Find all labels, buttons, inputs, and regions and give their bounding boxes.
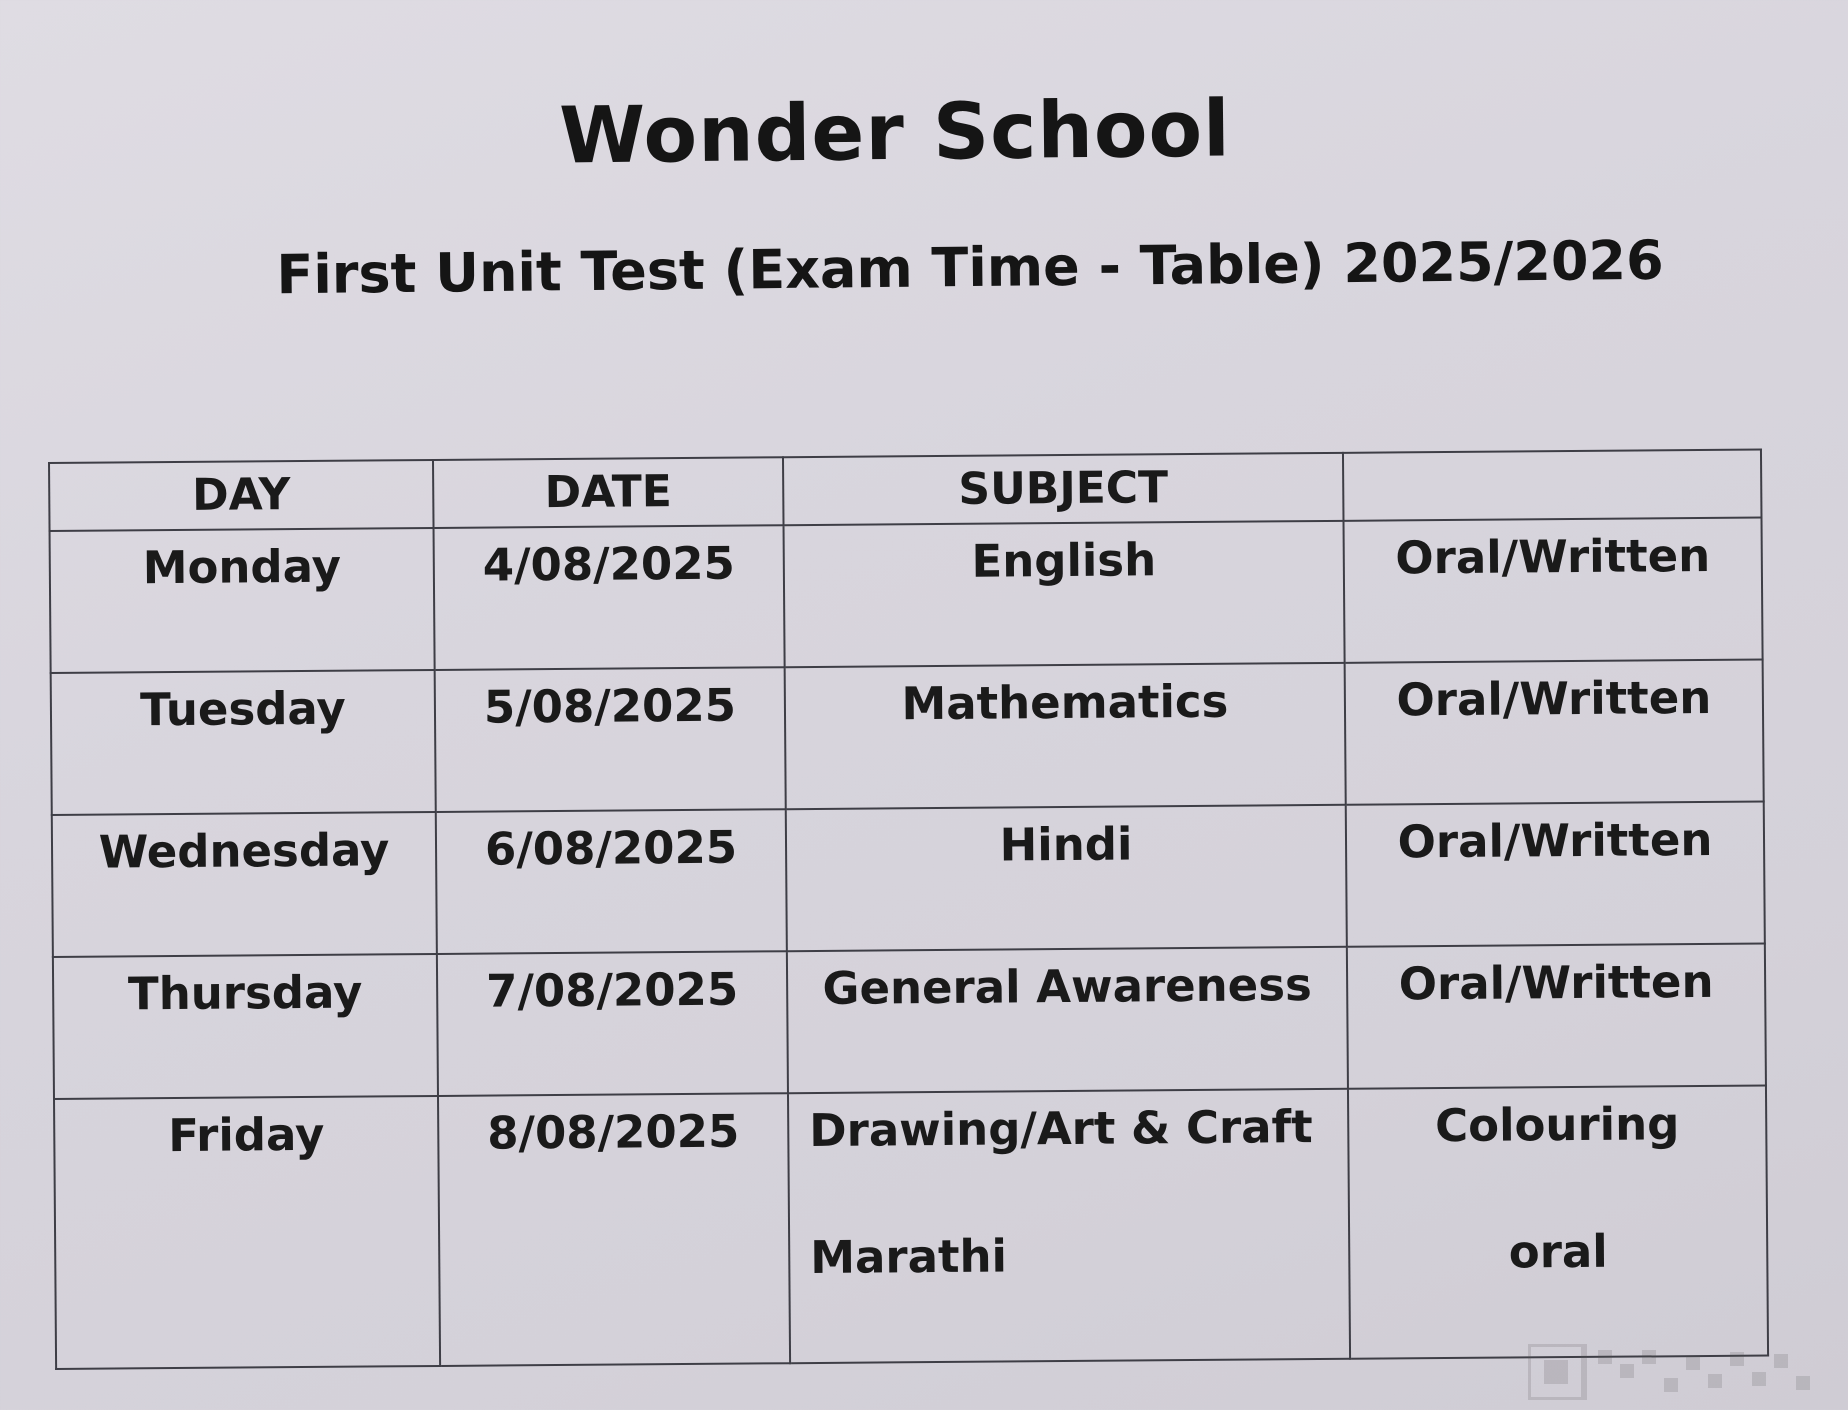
subject-cell: English: [784, 521, 1345, 667]
date-cell: 7/08/2025: [437, 951, 788, 1096]
header-date: DATE: [433, 457, 784, 528]
mode-cell: Oral/Written: [1347, 944, 1766, 1089]
mode-cell: Oral/Written: [1344, 518, 1763, 663]
line-spacer: [809, 1153, 1348, 1231]
timetable: [48, 449, 1769, 1370]
mode-cell: Oral/Written: [1345, 660, 1764, 805]
mode-line-1: Colouring: [1434, 1097, 1680, 1153]
table-row: [51, 660, 1764, 815]
subject-cell: Hindi: [786, 805, 1347, 951]
day-cell: Monday: [50, 528, 435, 673]
header-mode: [1343, 450, 1762, 521]
subject-line-2: Marathi: [810, 1229, 1008, 1285]
subject-line-1: Drawing/Art & Craft: [809, 1100, 1313, 1158]
header-subject: SUBJECT: [783, 453, 1344, 525]
mode-cell: [1348, 1086, 1768, 1359]
subject-cell: General Awareness: [787, 947, 1348, 1093]
header-day: DAY: [49, 460, 434, 531]
table-row: [52, 802, 1765, 957]
day-cell: Tuesday: [51, 670, 436, 815]
line-spacer: [1349, 1150, 1766, 1227]
exam-title: First Unit Test (Exam Time - Table) 2025/2026: [276, 228, 1664, 307]
date-cell: 5/08/2025: [435, 667, 786, 812]
mode-line-2: oral: [1508, 1224, 1608, 1279]
date-cell: 8/08/2025: [438, 1093, 790, 1366]
table-row: [50, 518, 1763, 673]
day-cell: Friday: [54, 1096, 440, 1369]
day-cell: Thursday: [53, 954, 438, 1099]
table-row: [54, 1086, 1768, 1369]
table-row: [53, 944, 1766, 1099]
mode-cell: Oral/Written: [1346, 802, 1765, 947]
subject-cell: [788, 1089, 1350, 1363]
day-cell: Wednesday: [52, 812, 437, 957]
subject-cell: Mathematics: [785, 663, 1346, 809]
faint-qr-code-mark: [1528, 1344, 1828, 1400]
date-cell: 4/08/2025: [434, 525, 785, 670]
school-name: Wonder School: [558, 84, 1232, 182]
date-cell: 6/08/2025: [436, 809, 787, 954]
